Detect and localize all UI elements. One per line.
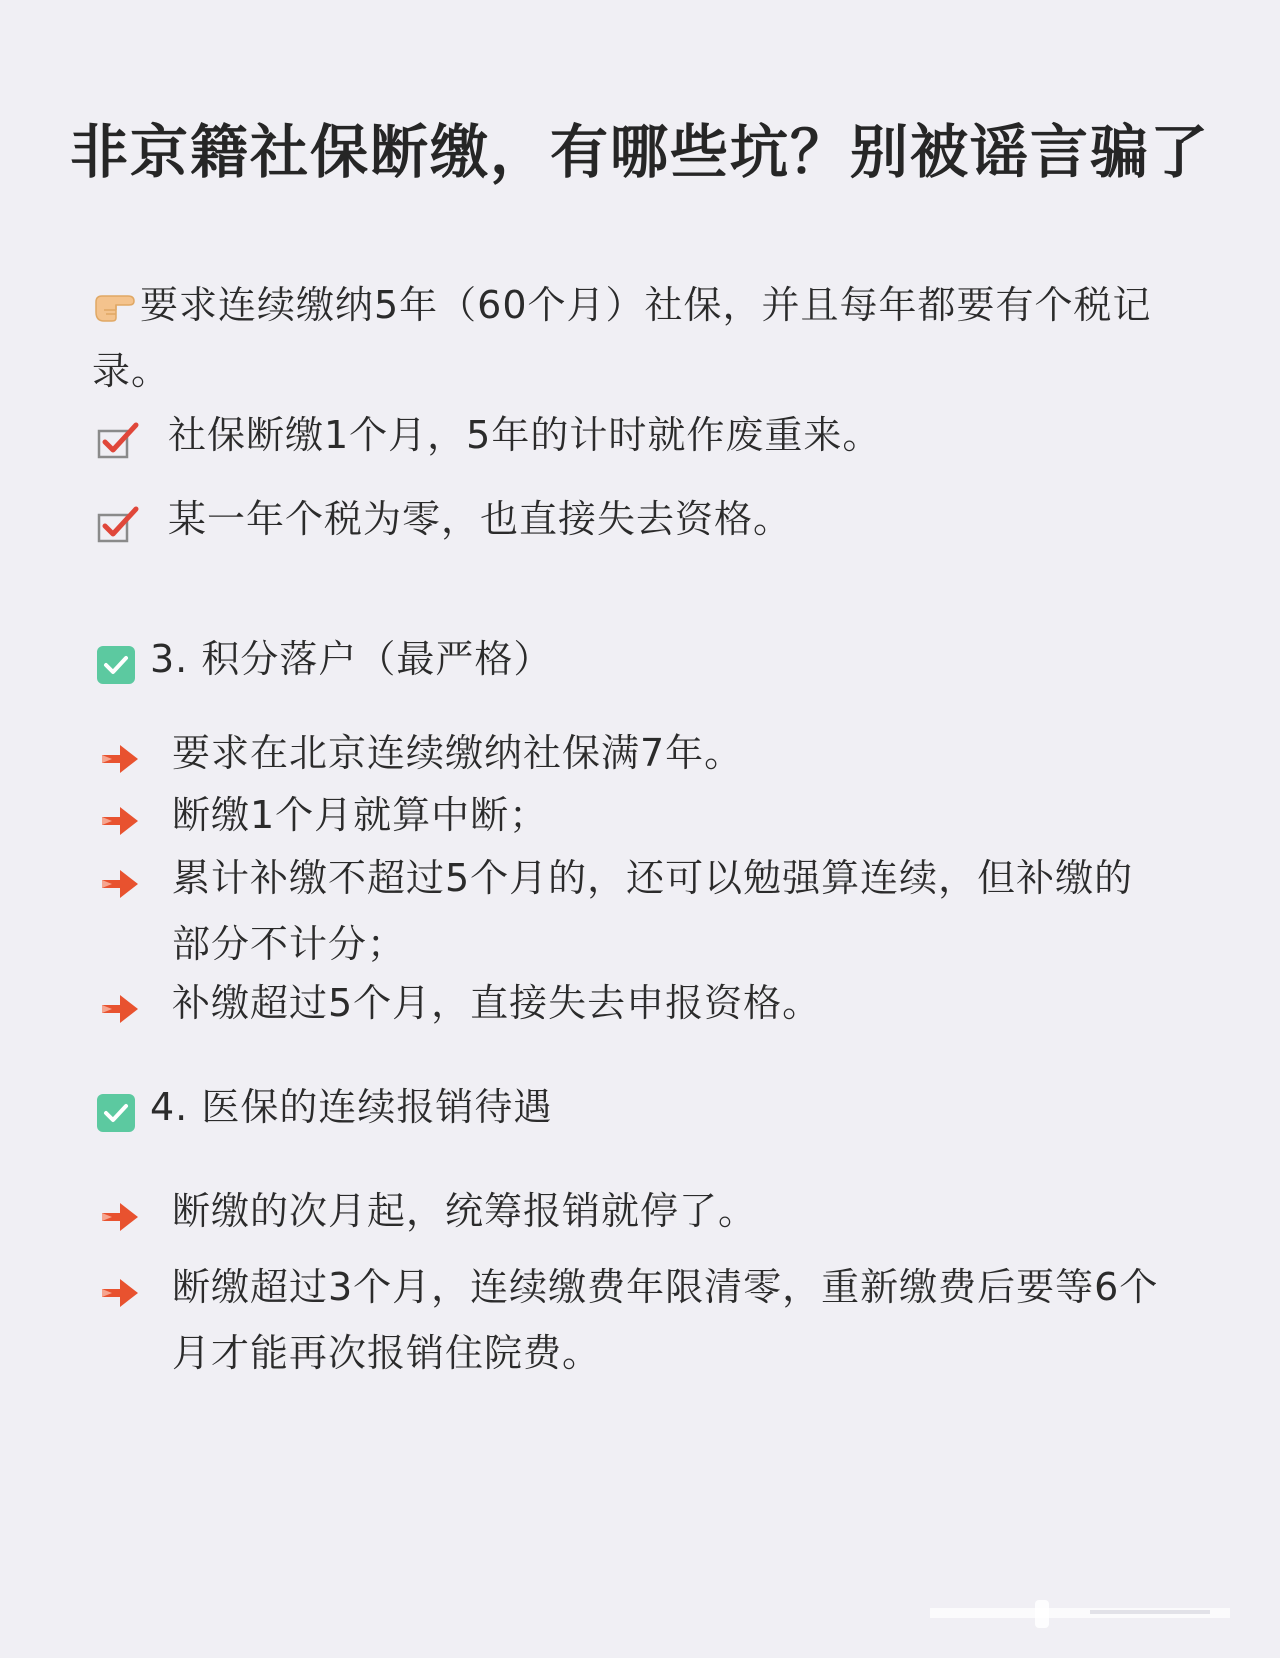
pointing-hand-icon: [92, 278, 140, 318]
list-item-text: 断缴1个月就算中断；: [172, 793, 549, 837]
list-item: [100, 970, 1200, 1036]
intro-paragraph: [92, 272, 1192, 404]
list-item-text: 断缴超过3个月，连续缴费年限清零，重新缴费后要等6个月才能再次报销住院费。: [172, 1265, 1159, 1375]
list-item-text: 累计补缴不超过5个月的，还可以勉强算连续，但补缴的部分不计分；: [172, 856, 1134, 966]
check-box-icon: [96, 499, 140, 565]
list-item: [100, 1254, 1200, 1386]
page-title: 非京籍社保断缴，有哪些坑？别被谣言骗了: [69, 118, 1210, 186]
list-item: [96, 486, 1196, 552]
intro-text: 要求连续缴纳5年（60个月）社保，并且每年都要有个税记录。: [92, 283, 1152, 393]
right-arrow-icon: [100, 858, 140, 924]
list-item: [100, 782, 1200, 848]
section-heading: [96, 1074, 1196, 1140]
list-item: [100, 720, 1200, 786]
list-item-text: 某一年个税为零，也直接失去资格。: [168, 497, 793, 541]
green-check-square-icon: [96, 639, 136, 705]
green-check-square-icon: [96, 1087, 136, 1153]
right-arrow-icon: [100, 1191, 140, 1257]
list-item: [100, 1178, 1200, 1244]
list-item: [96, 402, 1196, 468]
list-item-text: 补缴超过5个月，直接失去申报资格。: [172, 981, 822, 1025]
right-arrow-icon: [100, 1267, 140, 1333]
section-heading-text: 3. 积分落户（最严格）: [150, 637, 553, 681]
check-box-icon: [96, 415, 140, 481]
watermark: [930, 1596, 1250, 1632]
section-heading: [96, 626, 1196, 692]
list-item-text: 要求在北京连续缴纳社保满7年。: [172, 731, 744, 775]
right-arrow-icon: [100, 983, 140, 1049]
list-item: [100, 845, 1200, 977]
list-item-text: 断缴的次月起，统筹报销就停了。: [172, 1189, 758, 1233]
list-item-text: 社保断缴1个月，5年的计时就作废重来。: [168, 413, 882, 457]
section-heading-text: 4. 医保的连续报销待遇: [150, 1085, 553, 1129]
